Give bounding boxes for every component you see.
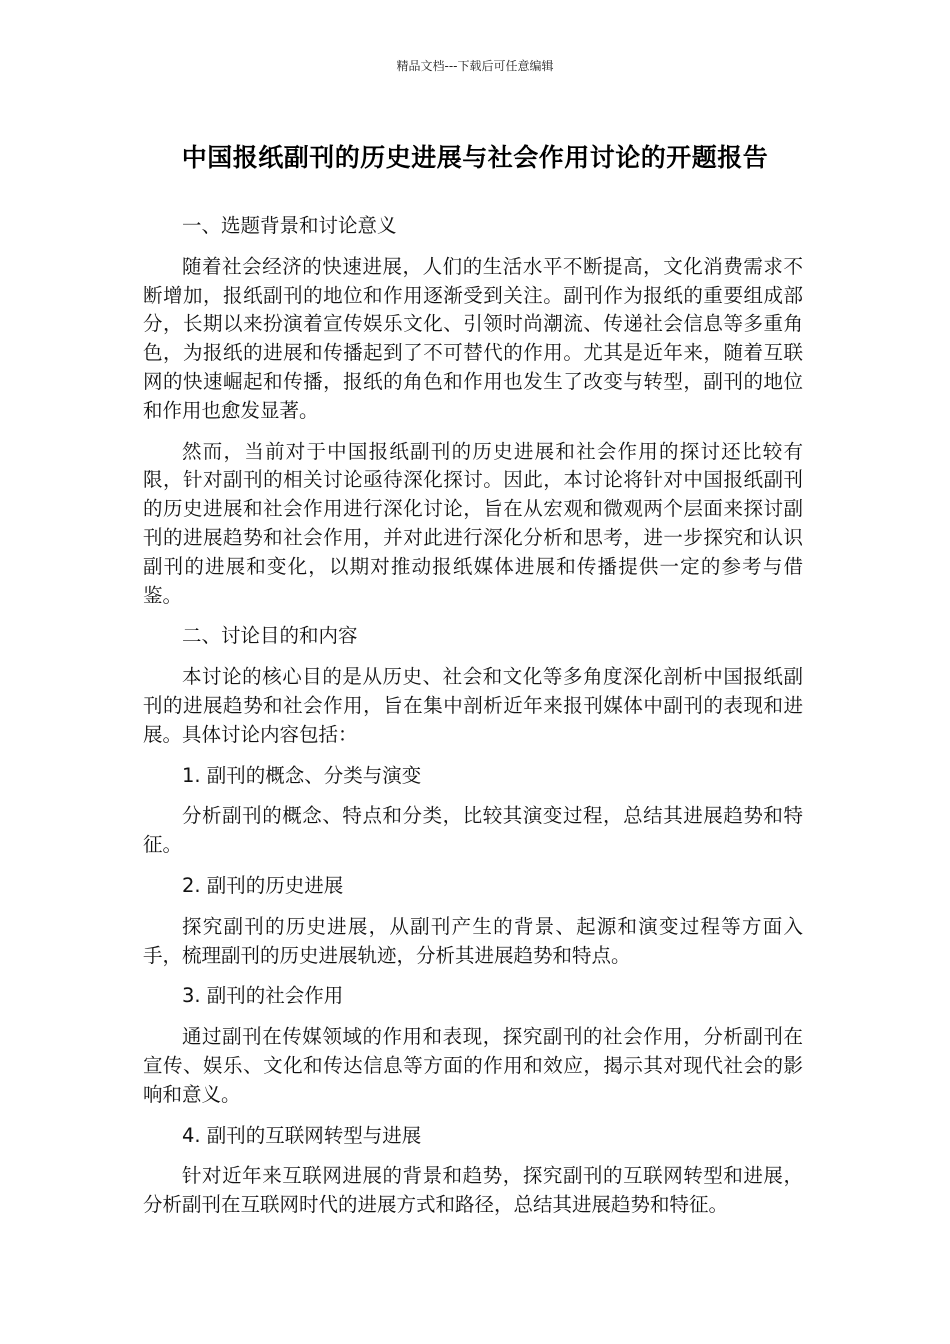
body-paragraph: 探究副刊的历史进展，从副刊产生的背景、起源和演变过程等方面入手，梳理副刊的历史进展轨迹，分析其进展趋势和特点。 <box>143 914 803 967</box>
section-heading: 二、讨论目的和内容 <box>182 624 358 648</box>
body-paragraph: 然而，当前对于中国报纸副刊的历史进展和社会作用的探讨还比较有限，针对副刊的相关讨论亟待深化探讨。因此，本讨论将针对中国报纸副刊的历史进展和社会作用进行深化讨论，旨在从宏观和微观两个层面来探讨副刊的进展趋势和社会作用，并对此进行深化分析和思考，进一步探究和认识副刊的进展和变化，以期对推动报纸媒体进展和传播提供一定的参考与借鉴。 <box>143 439 803 607</box>
body-paragraph: 随着社会经济的快速进展，人们的生活水平不断提高，文化消费需求不断增加，报纸副刊的地位和作用逐渐受到关注。副刊作为报纸的重要组成部分，长期以来扮演着宣传娱乐文化、引领时尚潮流、传递社会信息等多重角色，为报纸的进展和传播起到了不可替代的作用。尤其是近年来，随着互联网的快速崛起和传播，报纸的角色和作用也发生了改变与转型，副刊的地位和作用也愈发显著。 <box>143 254 803 422</box>
subsection-heading: 2. 副刊的历史进展 <box>182 873 344 897</box>
body-paragraph: 本讨论的核心目的是从历史、社会和文化等多角度深化剖析中国报纸副刊的进展趋势和社会作用，旨在集中剖析近年来报刊媒体中副刊的表现和进展。具体讨论内容包括： <box>143 665 803 746</box>
subsection-heading: 1. 副刊的概念、分类与演变 <box>182 763 422 787</box>
subsection-heading: 4. 副刊的互联网转型与进展 <box>182 1123 422 1147</box>
document-title: 中国报纸副刊的历史进展与社会作用讨论的开题报告 <box>181 143 769 172</box>
body-paragraph: 通过副刊在传媒领域的作用和表现，探究副刊的社会作用，分析副刊在宣传、娱乐、文化和传达信息等方面的作用和效应，揭示其对现代社会的影响和意义。 <box>143 1025 803 1106</box>
document-body <box>143 212 803 1232</box>
subsection-heading: 3. 副刊的社会作用 <box>182 984 344 1008</box>
header-note: 精品文档---下载后可任意编辑 <box>396 59 554 73</box>
body-paragraph: 针对近年来互联网进展的背景和趋势，探究副刊的互联网转型和进展，分析副刊在互联网时代的进展方式和路径，总结其进展趋势和特征。 <box>143 1164 803 1217</box>
section-heading: 一、选题背景和讨论意义 <box>182 214 397 237</box>
body-paragraph: 分析副刊的概念、特点和分类，比较其演变过程，总结其进展趋势和特征。 <box>143 804 803 857</box>
